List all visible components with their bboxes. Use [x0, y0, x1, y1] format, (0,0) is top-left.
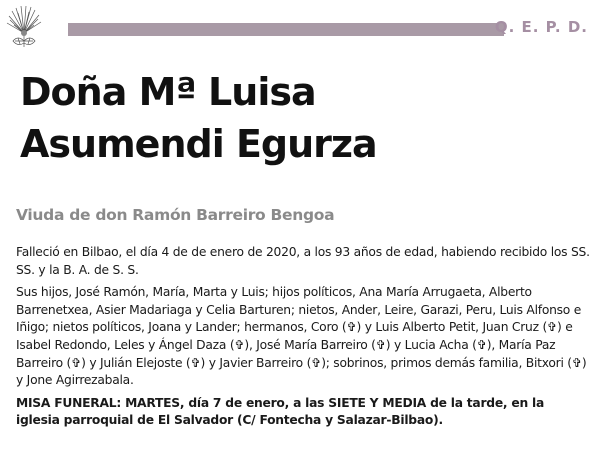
widow-subtitle: Viuda de don Ramón Barreiro Bengoa [16, 206, 335, 224]
family-list: Sus hijos, José Ramón, María, Marta y Luis; hijos políticos, Ana María Arrugaeta, Alberto Barrenetxea, Asier Madariaga y Celia Barturen; nietos, Ander, Leire, Garazi, Peru, Luis Alfonso e Iñigo; nietos políticos, Joana y Lander; hermanos, Coro (✞) y Luis Alberto Petit, Juan Cruz (✞) e Isabel Redondo, Leles y Ángel Daza (✞), José María Barreiro (✞) y Lucia Acha (✞), María Paz Barreiro (✞) y Julián Elejoste (✞) y Javier Barreiro (✞); sobrinos, primos demás familia, Bitxori (✞) y Jone Agirrezabala. [16, 285, 587, 388]
header-bar [68, 23, 504, 36]
name-line-2: Asumendi Egurza [20, 122, 377, 166]
funeral-details: MISA FUNERAL: MARTES, día 7 de enero, a las SIETE Y MEDIA de la tarde, en la iglesia parroquial de El Salvador (C/ Fontecha y Salazar-Bilbao). [16, 395, 545, 428]
deceased-name [20, 66, 580, 170]
obituary-body [16, 244, 590, 435]
qepd-label: Q. E. P. D. [494, 18, 588, 36]
obituary-header [0, 0, 600, 60]
name-line-1: Doña Mª Luisa [20, 70, 316, 114]
death-announcement: Falleció en Bilbao, el día 4 de de enero de 2020, a los 93 años de edad, habiendo recibido los SS. SS. y la B. A. de S. S. [16, 245, 590, 277]
thistle-flower-icon [4, 3, 44, 51]
